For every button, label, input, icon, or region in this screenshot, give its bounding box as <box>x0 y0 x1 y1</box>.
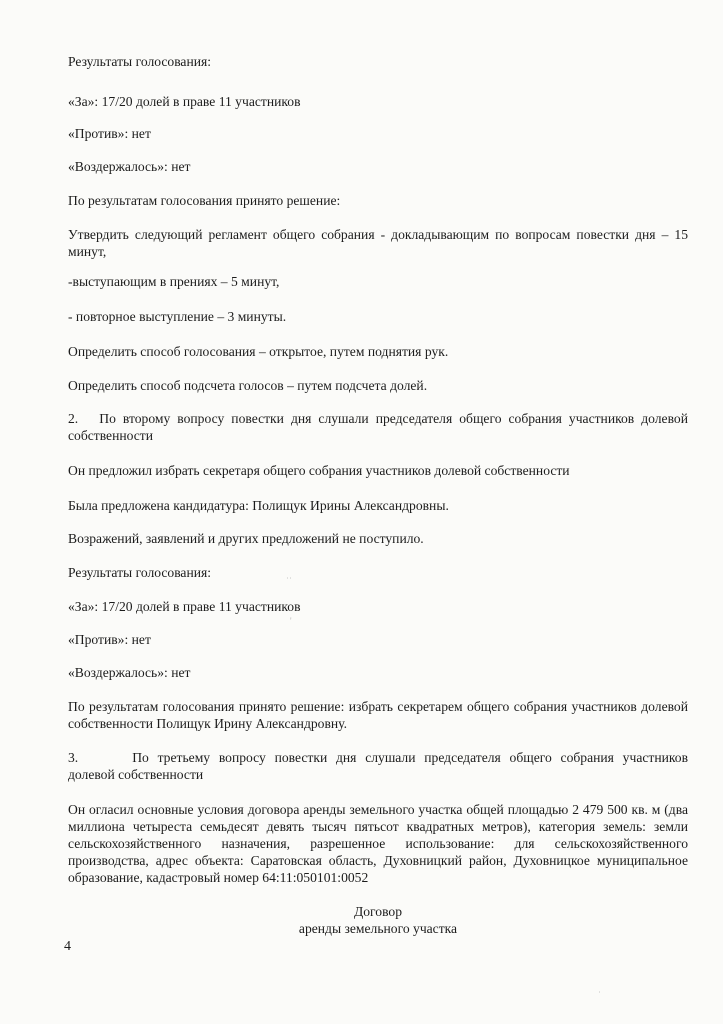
votes-abstained: «Воздержалось»: нет <box>68 159 191 174</box>
candidate: Была предложена кандидатура: Полищук Ирины Александровны. <box>68 498 449 513</box>
reglament-paragraph: Утвердить следующий регламент общего собрания - докладывающим по вопросам повестки дня – 15 минут, <box>68 227 688 259</box>
scan-smudge: ˙ <box>598 990 601 1000</box>
item-3-text: По третьему вопросу повестки дня слушали председателя общего собрания участников долевой собственности <box>68 750 688 782</box>
voting-method: Определить способ голосования – открытое, путем поднятия рук. <box>68 344 449 359</box>
secretary-decision: По результатам голосования принято решение: избрать секретарем общего собрания участников долевой собственности Полищук Ирину Александровну. <box>68 699 688 731</box>
item-2-text: По второму вопросу повестки дня слушали председателя общего собрания участников долевой собственности <box>68 411 688 443</box>
votes-for: «За»: 17/20 долей в праве 11 участников <box>68 94 301 109</box>
votes-abstained-2: «Воздержалось»: нет <box>68 665 191 680</box>
scan-smudge: ' <box>290 616 292 626</box>
votes-against: «Против»: нет <box>68 126 151 141</box>
voting-results-label: Результаты голосования: <box>68 54 212 69</box>
item-2-number: 2. <box>68 411 79 426</box>
votes-for-2: «За»: 17/20 долей в праве 11 участников <box>68 599 301 614</box>
debate-time: -выступающим в прениях – 5 минут, <box>68 274 280 289</box>
page-number: 4 <box>64 939 71 954</box>
repeat-time: - повторное выступление – 3 минуты. <box>68 309 287 324</box>
no-objections: Возражений, заявлений и других предложений не поступило. <box>68 531 424 546</box>
decision-intro: По результатам голосования принято решение: <box>68 193 341 208</box>
scan-smudge: ˙˙ <box>286 576 292 586</box>
votes-against-2: «Против»: нет <box>68 632 151 647</box>
contract-title-line-2: аренды земельного участка <box>298 921 458 936</box>
lease-terms: Он огласил основные условия договора аренды земельного участка общей площадью 2 479 500 кв. м (два миллиона четыреста семьдесят девять тысяч пятьсот квадратных метров), категория земель: земли сельскохозяйственного назначения, разрешенное использование: для сельскохозяйственного производства, адрес объекта: Саратовская область, Духовницкий район, Духовницкое муниципальное образование, кадастровый номер 64:11:050101:0052 <box>68 802 688 885</box>
voting-results-label-2: Результаты голосования: <box>68 565 212 580</box>
item-3-number: 3. <box>68 750 79 765</box>
counting-method: Определить способ подсчета голосов – путем подсчета долей. <box>68 378 428 393</box>
contract-title-line-1: Договор <box>353 904 403 919</box>
item-3-paragraph <box>68 749 688 783</box>
item-2-paragraph <box>68 410 688 444</box>
secretary-proposal: Он предложил избрать секретаря общего собрания участников долевой собственности <box>68 463 570 478</box>
